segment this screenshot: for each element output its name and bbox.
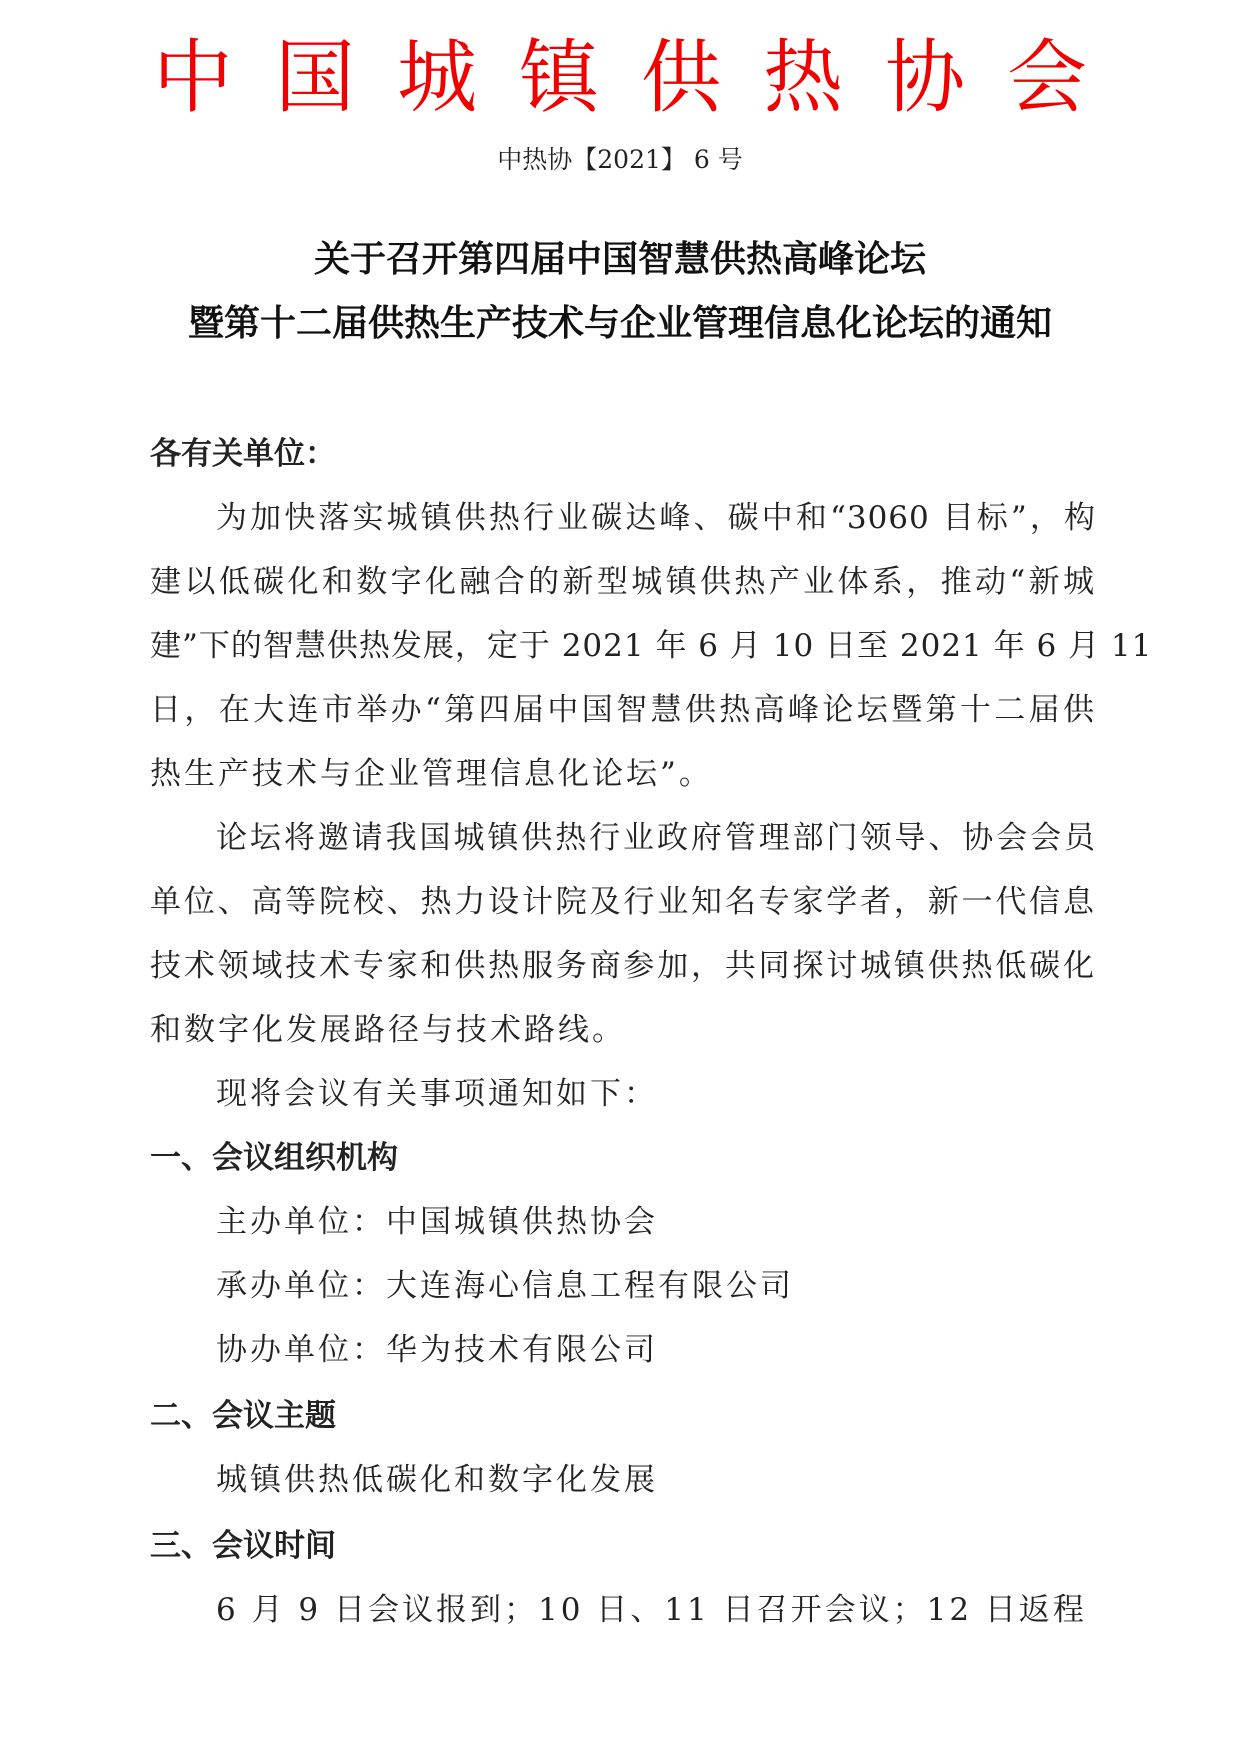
- section-heading-organization: 一、会议组织机构: [150, 1140, 398, 1176]
- paragraph-line: 为加快落实城镇供热行业碳达峰、碳中和“3060 目标”，构: [216, 500, 1096, 536]
- meeting-time: 6 月 9 日会议报到；10 日、11 日召开会议；12 日返程: [216, 1592, 1087, 1628]
- section-heading-time: 三、会议时间: [150, 1528, 336, 1564]
- paragraph-line: 建以低碳化和数字化融合的新型城镇供热产业体系，推动“新城: [150, 564, 1095, 600]
- organization-header: 中国城镇供热协会: [153, 31, 1129, 124]
- organizer-unit: 承办单位：大连海心信息工程有限公司: [216, 1268, 794, 1304]
- document-number: 中热协【2021】 6 号: [497, 145, 743, 174]
- section-heading-theme: 二、会议主题: [150, 1398, 336, 1434]
- paragraph-line: 建”下的智慧供热发展，定于 2021 年 6 月 10 日至 2021 年 6 月 11: [150, 628, 1153, 664]
- paragraph-line: 单位、高等院校、热力设计院及行业知名专家学者，新一代信息: [150, 884, 1095, 920]
- paragraph-line: 现将会议有关事项通知如下：: [216, 1076, 658, 1112]
- paragraph-line: 热生产技术与企业管理信息化论坛”。: [150, 756, 713, 792]
- salutation: 各有关单位：: [150, 436, 336, 472]
- paragraph-line: 日，在大连市举办“第四届中国智慧供热高峰论坛暨第十二届供: [150, 692, 1095, 728]
- notice-title-line-1: 关于召开第四届中国智慧供热高峰论坛: [313, 239, 926, 280]
- host-unit: 主办单位：中国城镇供热协会: [216, 1204, 658, 1240]
- paragraph-line: 技术领域技术专家和供热服务商参加，共同探讨城镇供热低碳化: [150, 948, 1095, 984]
- notice-title-line-2: 暨第十二届供热生产技术与企业管理信息化论坛的通知: [187, 303, 1052, 344]
- paragraph-line: 和数字化发展路径与技术路线。: [150, 1012, 626, 1048]
- meeting-theme: 城镇供热低碳化和数字化发展: [216, 1462, 658, 1498]
- paragraph-line: 论坛将邀请我国城镇供热行业政府管理部门领导、协会会员: [216, 820, 1096, 856]
- co-organizer-unit: 协办单位：华为技术有限公司: [216, 1332, 658, 1368]
